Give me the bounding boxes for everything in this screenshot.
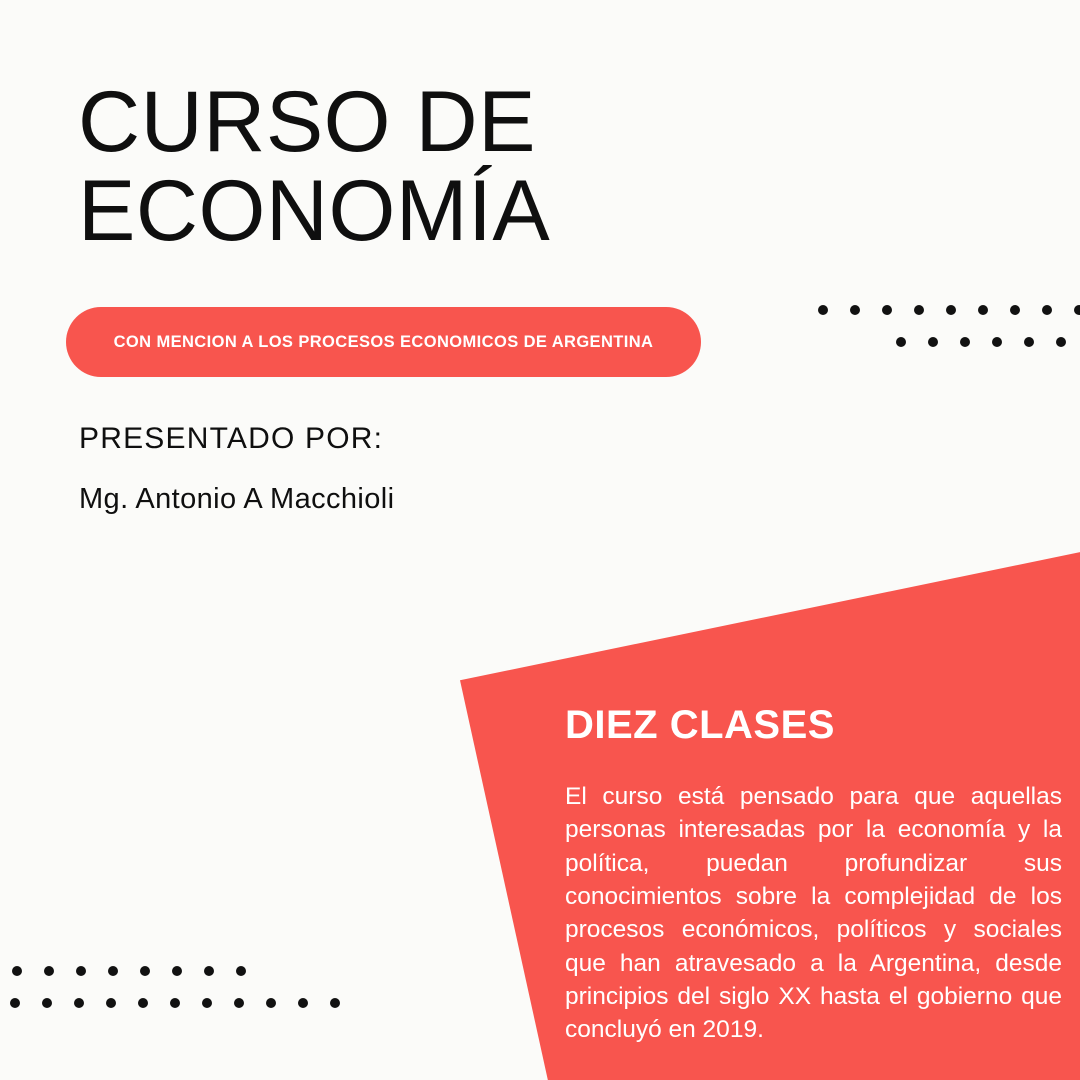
dot-icon	[1074, 305, 1080, 315]
dot-icon	[12, 966, 22, 976]
dot-icon	[44, 966, 54, 976]
dot-row	[12, 966, 340, 976]
dot-icon	[170, 998, 180, 1008]
dot-icon	[74, 998, 84, 1008]
page-title: CURSO DE ECONOMÍA	[78, 74, 551, 259]
info-panel-heading: DIEZ CLASES	[565, 703, 835, 747]
dot-icon	[1042, 305, 1052, 315]
dot-icon	[202, 998, 212, 1008]
dot-icon	[108, 966, 118, 976]
info-panel-body: El curso está pensado para que aquellas personas interesadas por la economía y la política, puedan profundizar sus conocimientos sobre la complejidad de los procesos económicos, políticos y sociales que han atravesado a la Argentina, desde principios del siglo XX hasta el gobierno que concluyó en 2019.	[565, 783, 1062, 1044]
dot-icon	[914, 305, 924, 315]
dot-icon	[76, 966, 86, 976]
dot-icon	[138, 998, 148, 1008]
dot-icon	[172, 966, 182, 976]
dot-icon	[106, 998, 116, 1008]
dot-icon	[298, 998, 308, 1008]
dot-icon	[946, 305, 956, 315]
dot-icon	[882, 305, 892, 315]
dot-icon	[960, 337, 970, 347]
subtitle-pill	[66, 307, 701, 377]
presented-by-label: PRESENTADO POR:	[79, 422, 384, 455]
dot-row	[818, 305, 1080, 315]
dot-icon	[978, 305, 988, 315]
dot-icon	[140, 966, 150, 976]
dot-icon	[896, 337, 906, 347]
dot-icon	[42, 998, 52, 1008]
dot-icon	[1056, 337, 1066, 347]
dot-icon	[992, 337, 1002, 347]
dot-icon	[850, 305, 860, 315]
dot-icon	[234, 998, 244, 1008]
dot-icon	[236, 966, 246, 976]
dot-icon	[928, 337, 938, 347]
dot-icon	[10, 998, 20, 1008]
dot-row	[10, 998, 340, 1008]
presenter-name: Mg. Antonio A Macchioli	[79, 483, 395, 515]
dot-row	[896, 337, 1080, 347]
dot-grid-top-right	[818, 305, 1080, 347]
subtitle-pill-label: CON MENCION A LOS PROCESOS ECONOMICOS DE ARGENTINA	[113, 332, 654, 351]
dot-icon	[818, 305, 828, 315]
dot-icon	[330, 998, 340, 1008]
dot-icon	[1010, 305, 1020, 315]
dot-icon	[1024, 337, 1034, 347]
dot-grid-bottom-left	[10, 966, 340, 1008]
dot-icon	[204, 966, 214, 976]
dot-icon	[266, 998, 276, 1008]
